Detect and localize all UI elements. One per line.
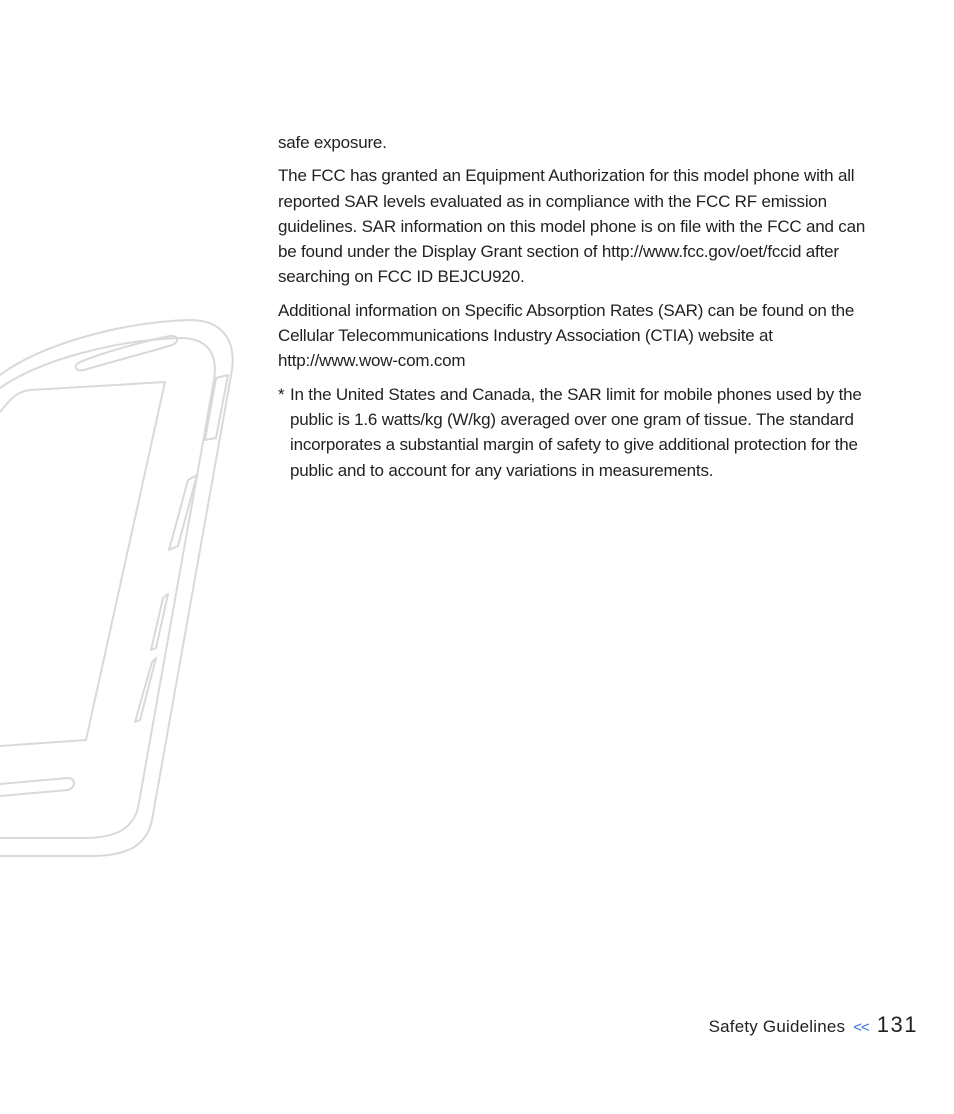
chevron-left-icon: << [853, 1019, 869, 1036]
footnote-text: In the United States and Canada, the SAR limit for mobile phones used by the public is 1.6 watts/kg (W/kg) averaged over one gram of tissue. The standard incorporates a substantial margin of safety to give additional protection for the public and to account for any variations in measurements. [290, 384, 862, 480]
phone-outline-icon [0, 300, 260, 880]
paragraph-safe-exposure: safe exposure. [278, 133, 387, 152]
body-text [278, 130, 868, 483]
footnote-asterisk: * [278, 384, 285, 404]
paragraph-sar-info: Additional information on Specific Absorption Rates (SAR) can be found on the Cellular Telecommunications Industry Association (CTIA) website at http://www.wow-com.com [278, 300, 855, 371]
sar-limit-footnote [278, 382, 868, 483]
page-number: 131 [876, 1012, 918, 1037]
section-title: Safety Guidelines [708, 1017, 846, 1036]
page-footer [709, 1012, 918, 1038]
paragraph-fcc-authorization: The FCC has granted an Equipment Authorization for this model phone with all reported SAR levels evaluated as in compliance with the FCC RF emission guidelines. SAR information on this model phone is on file with the FCC and can be found under the Display Grant section of http://www.fcc.gov/oet/fccid after searching on FCC ID BEJCU920. [278, 166, 866, 287]
